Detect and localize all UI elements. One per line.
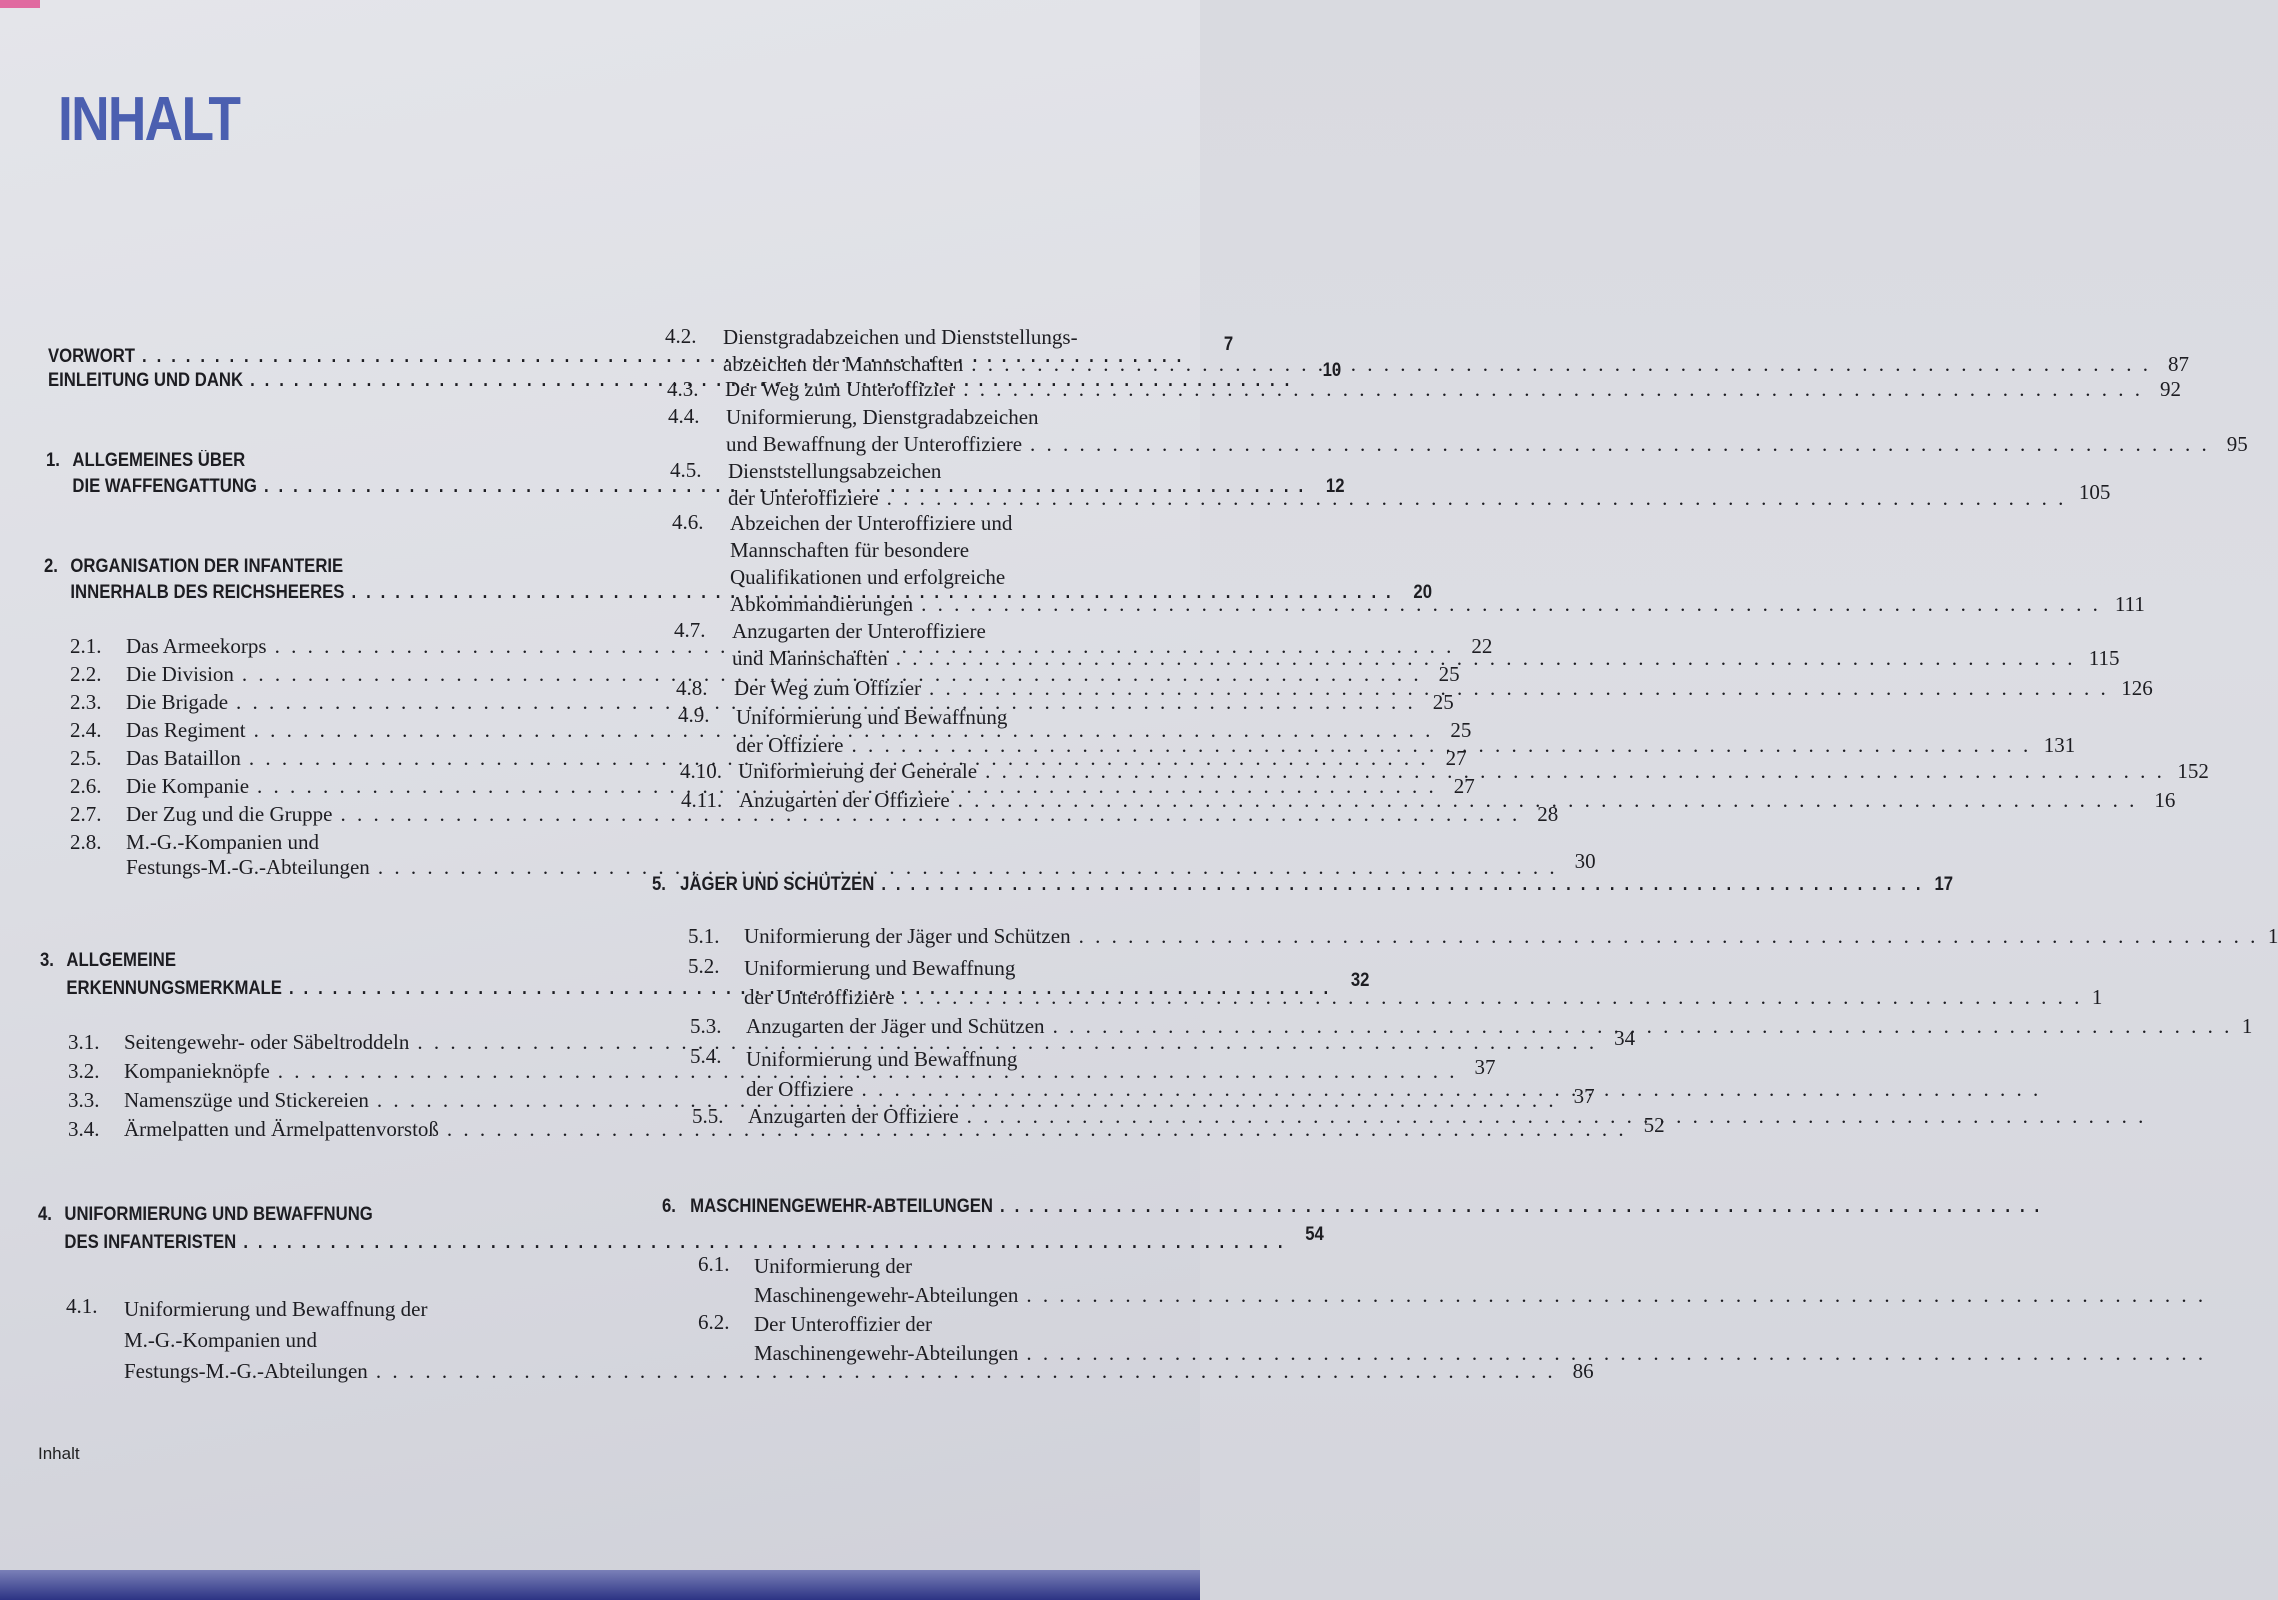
toc-label-line: der Offiziere bbox=[746, 1077, 854, 1101]
toc-label-line: Uniformierung und Bewaffnung bbox=[736, 705, 1008, 729]
toc-page: 54 bbox=[1305, 1224, 1324, 1245]
leader-dots bbox=[851, 731, 2031, 759]
toc-subentry-6-2 bbox=[698, 1310, 1200, 1368]
toc-label-line: Festungs-M.-G.-Abteilungen bbox=[126, 855, 370, 879]
leader-dots bbox=[1053, 1014, 2233, 1039]
toc-page: 34 bbox=[1614, 1026, 1636, 1050]
toc-page: 32 bbox=[1350, 970, 1370, 991]
toc-page: 1 bbox=[2267, 924, 2278, 948]
leader-dots bbox=[971, 351, 2151, 378]
toc-label: Seitengewehr- oder Säbeltroddeln bbox=[124, 1030, 410, 1054]
toc-label: Die Brigade bbox=[126, 690, 229, 714]
leader-dots bbox=[887, 485, 2067, 512]
toc-number: 5.4. bbox=[690, 1044, 722, 1068]
toc-subentry-4-4 bbox=[668, 404, 2248, 458]
toc-number: 4.7. bbox=[674, 618, 706, 642]
toc-label: Die Kompanie bbox=[126, 774, 250, 798]
toc-page: 16 bbox=[2154, 788, 2176, 812]
toc-subentry-5-4 bbox=[690, 1044, 1200, 1104]
toc-number: 2.2. bbox=[70, 662, 102, 686]
toc-subentry-4-10 bbox=[680, 759, 2209, 784]
toc-label-line: Anzugarten der Unteroffiziere bbox=[732, 619, 986, 643]
toc-label-line: der Unteroffiziere bbox=[744, 985, 895, 1009]
toc-number: 2.3. bbox=[70, 690, 102, 714]
toc-page: 87 bbox=[2167, 352, 2189, 376]
toc-page: 20 bbox=[1413, 582, 1433, 603]
leader-dots bbox=[963, 377, 2143, 402]
toc-page: 25 bbox=[1450, 718, 1472, 742]
toc-label: Das Armeekorps bbox=[126, 634, 267, 658]
toc-label: Uniformierung der Generale bbox=[738, 759, 978, 783]
toc-label-line: DIE WAFFENGATTUNG bbox=[72, 476, 257, 497]
toc-label-line: und Bewaffnung der Unteroffiziere bbox=[726, 432, 1023, 456]
toc-label: MASCHINENGEWEHR-ABTEILUNGEN bbox=[690, 1196, 993, 1217]
toc-number: 5.2. bbox=[688, 954, 720, 978]
toc-label-line: M.-G.-Kompanien und bbox=[126, 830, 320, 854]
leader-dots bbox=[958, 788, 2138, 813]
toc-section-5 bbox=[652, 874, 1954, 896]
toc-number: 3. bbox=[40, 950, 54, 971]
toc-label: JÄGER UND SCHÜTZEN bbox=[680, 874, 875, 895]
toc-page: 115 bbox=[2088, 646, 2120, 670]
leader-dots bbox=[985, 759, 2165, 784]
toc-label-line: INNERHALB DES REICHSHEERES bbox=[70, 582, 345, 603]
toc-number: 2.6. bbox=[70, 774, 102, 798]
toc-number: 5.5. bbox=[692, 1104, 724, 1128]
toc-label-line: Uniformierung der bbox=[754, 1254, 913, 1278]
toc-number: 6. bbox=[662, 1196, 676, 1217]
toc-label-line: Maschinengewehr-Abteilungen bbox=[754, 1283, 1019, 1307]
toc-number: 6.2. bbox=[698, 1310, 730, 1334]
toc-label-line: ALLGEMEINES ÜBER bbox=[72, 450, 246, 471]
leader-dots bbox=[1079, 924, 2259, 949]
toc-label: Das Bataillon bbox=[126, 746, 241, 770]
leader-dots bbox=[896, 645, 2076, 672]
toc-page: 30 bbox=[1574, 849, 1596, 873]
toc-number: 4.1. bbox=[66, 1294, 98, 1318]
toc-page: 25 bbox=[1432, 690, 1454, 714]
leader-dots bbox=[967, 1104, 2147, 1129]
toc-number: 2. bbox=[44, 556, 58, 577]
toc-label: Anzugarten der Jäger und Schützen bbox=[746, 1014, 1045, 1038]
page-footer: Inhalt bbox=[38, 1444, 80, 1463]
toc-number: 3.4. bbox=[68, 1117, 100, 1141]
toc-label-line: der Unteroffiziere bbox=[728, 486, 879, 510]
toc-number: 3.3. bbox=[68, 1088, 100, 1112]
toc-label-line: Festungs-M.-G.-Abteilungen bbox=[124, 1359, 368, 1383]
toc-label-line: Mannschaften für besondere bbox=[730, 538, 970, 562]
toc-page: 131 bbox=[2043, 733, 2076, 757]
toc-page: 22 bbox=[1471, 634, 1493, 658]
toc-number: 2.7. bbox=[70, 802, 102, 826]
pink-tab bbox=[0, 0, 40, 8]
toc-label-line: Uniformierung und Bewaffnung bbox=[744, 956, 1016, 980]
toc-label: Ärmelpatten und Ärmelpattenvorstoß bbox=[124, 1117, 439, 1141]
toc-number: 4.6. bbox=[672, 510, 704, 534]
toc-page: 126 bbox=[2121, 676, 2153, 700]
leader-dots bbox=[881, 874, 1923, 896]
toc-number: 3.1. bbox=[68, 1030, 100, 1054]
toc-label: Die Division bbox=[126, 662, 234, 686]
toc-number: 2.5. bbox=[70, 746, 102, 770]
toc-page: 86 bbox=[1572, 1359, 1594, 1383]
toc-number: 4.10. bbox=[680, 759, 722, 783]
toc-number: 4.3. bbox=[667, 377, 699, 401]
toc-number: 4.9. bbox=[678, 703, 710, 727]
toc-number: 3.2. bbox=[68, 1059, 100, 1083]
toc-label: Der Weg zum Offizier bbox=[734, 676, 922, 700]
toc-number: 1. bbox=[46, 450, 60, 471]
toc-label-line: Abkommandierungen bbox=[730, 592, 914, 616]
toc-section-6 bbox=[662, 1196, 1208, 1218]
toc-page: 1 bbox=[2241, 1014, 2253, 1038]
toc-number: 6.1. bbox=[698, 1252, 730, 1276]
toc-page: 105 bbox=[2078, 480, 2111, 504]
toc-number: 4.8. bbox=[676, 676, 708, 700]
toc-page: 28 bbox=[1537, 802, 1559, 826]
toc-number: 5.1. bbox=[688, 924, 720, 948]
toc-label-line: der Offiziere bbox=[736, 733, 844, 757]
toc-page: 12 bbox=[1325, 476, 1345, 497]
toc-subentry bbox=[70, 802, 1559, 830]
toc-label: EINLEITUNG UND DANK bbox=[48, 370, 244, 391]
toc-page: 37 bbox=[1573, 1084, 1595, 1108]
toc-page: 92 bbox=[2159, 377, 2181, 401]
toc-subentry-4-3 bbox=[667, 377, 2181, 402]
toc-label-line: Qualifikationen und erfolgreiche bbox=[730, 565, 1006, 589]
toc-subentry-4-8 bbox=[676, 676, 2153, 701]
toc-page: 95 bbox=[2226, 432, 2248, 456]
toc-page: 52 bbox=[1643, 1113, 1665, 1137]
toc-label-line: M.-G.-Kompanien und bbox=[124, 1328, 318, 1352]
toc-number: 4.5. bbox=[670, 458, 702, 482]
toc-label-line: Maschinengewehr-Abteilungen bbox=[754, 1341, 1019, 1365]
toc-label-line: Uniformierung und Bewaffnung bbox=[746, 1047, 1018, 1071]
toc-number: 2.8. bbox=[70, 830, 102, 854]
toc-label-line: abzeichen der Mannschaften bbox=[723, 352, 964, 376]
toc-label: Der Weg zum Unteroffizier bbox=[725, 377, 956, 401]
toc-label: Anzugarten der Offiziere bbox=[739, 788, 950, 812]
book-cover-edge bbox=[0, 1570, 1200, 1600]
toc-label: Namenszüge und Stickereien bbox=[124, 1088, 369, 1112]
toc-label: Das Regiment bbox=[126, 718, 246, 742]
toc-number: 4. bbox=[38, 1204, 52, 1225]
toc-label-line: Abzeichen der Unteroffiziere und bbox=[730, 511, 1013, 535]
toc-label-line: ERKENNUNGSMERKMALE bbox=[66, 978, 282, 999]
page-title: INHALT bbox=[58, 85, 240, 154]
toc-label-line: Uniformierung, Dienstgradabzeichen bbox=[726, 405, 1039, 429]
toc-number: 4.11. bbox=[681, 788, 723, 812]
toc-label-line: Dienststellungsabzeichen bbox=[728, 459, 942, 483]
toc-page: 152 bbox=[2177, 759, 2209, 783]
toc-label-line: Uniformierung und Bewaffnung der bbox=[124, 1297, 428, 1321]
leader-dots bbox=[929, 676, 2109, 701]
toc-page: 27 bbox=[1445, 746, 1467, 770]
toc-label: Anzugarten der Offiziere bbox=[748, 1104, 959, 1128]
toc-number: 4.2. bbox=[665, 324, 697, 348]
toc-label: Der Zug und die Gruppe bbox=[126, 802, 333, 826]
toc-page: 10 bbox=[1322, 360, 1342, 381]
toc-label-line: UNIFORMIERUNG UND BEWAFFNUNG bbox=[64, 1204, 373, 1225]
leader-dots bbox=[921, 591, 2101, 618]
toc-number: 5.3. bbox=[690, 1014, 722, 1038]
toc-number: 2.1. bbox=[70, 634, 102, 658]
toc-subentry-4-11 bbox=[681, 788, 2176, 813]
toc-number: 5. bbox=[652, 874, 666, 895]
toc-label-line: DES INFANTERISTEN bbox=[64, 1232, 237, 1253]
toc-subentry bbox=[70, 830, 1596, 880]
leader-dots bbox=[1000, 1196, 2042, 1218]
toc-label: VORWORT bbox=[48, 346, 136, 367]
leader-dots bbox=[1030, 431, 2210, 458]
toc-page: 27 bbox=[1453, 774, 1475, 798]
toc-subentry-6-1 bbox=[698, 1252, 1200, 1310]
toc-subentry-5-5 bbox=[692, 1104, 1200, 1129]
toc-label: Uniformierung der Jäger und Schützen bbox=[744, 924, 1071, 948]
toc-label-line: Der Unteroffizier der bbox=[754, 1312, 933, 1336]
leader-dots bbox=[1026, 1339, 2206, 1368]
toc-subentry-5-1 bbox=[688, 924, 2278, 949]
leader-dots bbox=[243, 1232, 1285, 1254]
toc-number: 4.4. bbox=[668, 404, 700, 428]
leader-dots bbox=[1026, 1281, 2206, 1310]
toc-page: 37 bbox=[1474, 1055, 1496, 1079]
toc-label-line: ALLGEMEINE bbox=[66, 950, 177, 971]
toc-label-line: und Mannschaften bbox=[732, 646, 888, 670]
toc-page: 111 bbox=[2114, 592, 2145, 616]
toc-page: 25 bbox=[1438, 662, 1460, 686]
toc-page: 17 bbox=[1934, 874, 1954, 895]
toc-page: 7 bbox=[1223, 334, 1234, 355]
toc-label-line: Dienstgradabzeichen und Dienststellungs- bbox=[723, 325, 1078, 349]
toc-label-line: ORGANISATION DER INFANTERIE bbox=[70, 556, 344, 577]
toc-page: 1 bbox=[2091, 985, 2103, 1009]
toc-number: 2.4. bbox=[70, 718, 102, 742]
leader-dots bbox=[903, 983, 2083, 1012]
toc-label: Kompanieknöpfe bbox=[124, 1059, 270, 1083]
leader-dots bbox=[861, 1074, 2041, 1104]
